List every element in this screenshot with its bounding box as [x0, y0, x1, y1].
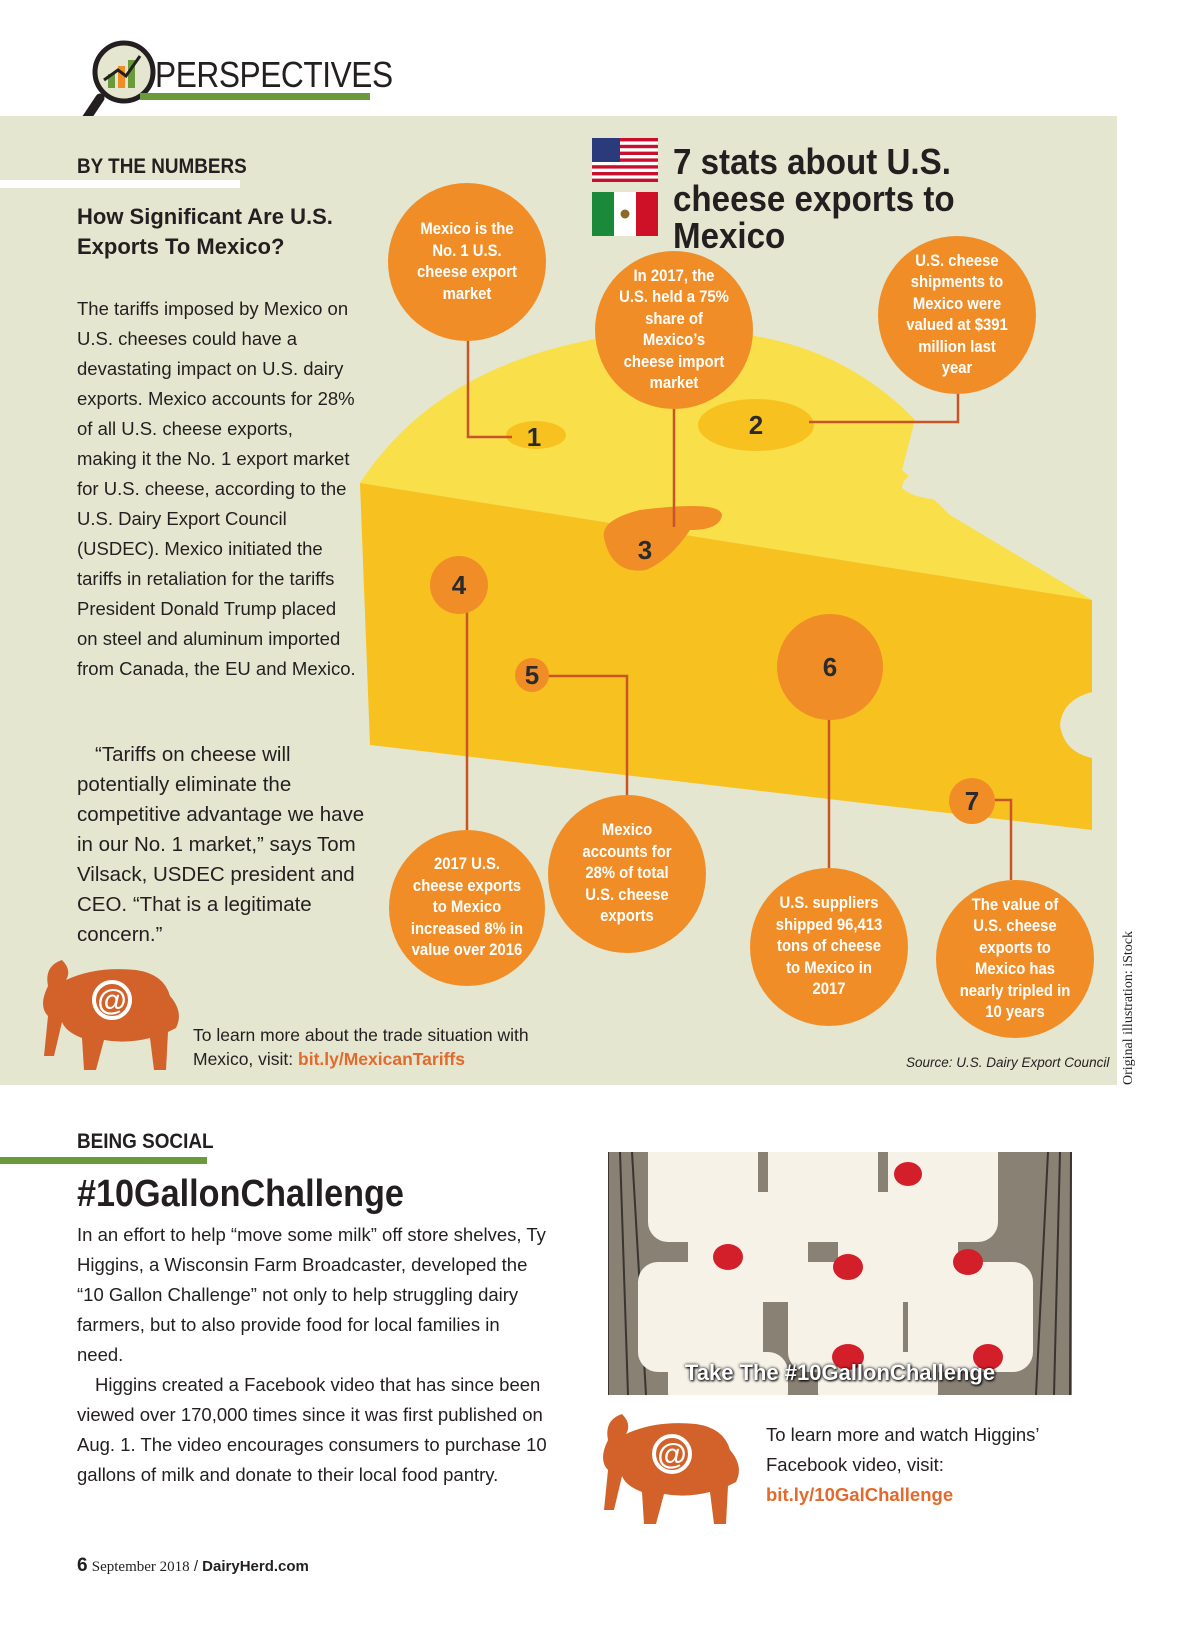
learn-more-tariffs — [193, 1023, 553, 1071]
section-title: PERSPECTIVES — [155, 54, 393, 95]
learn-more-text: To learn more and watch Higgins’ Facebook video, visit: — [766, 1424, 1039, 1475]
stat-bubble-5: Mexico accounts for 28% of total U.S. cheese exports — [548, 795, 706, 953]
stat-number-7: 7 — [949, 778, 995, 824]
learn-more-video — [766, 1420, 1056, 1510]
page-number: 6 — [77, 1555, 88, 1576]
section-label: BEING SOCIAL — [77, 1130, 214, 1153]
svg-text:@: @ — [657, 1438, 687, 1471]
stat-number-5: 5 — [515, 658, 549, 692]
page-footer — [77, 1555, 309, 1577]
article-headline: How Significant Are U.S. Exports To Mexico? — [77, 204, 333, 259]
stat-number-4: 4 — [430, 556, 488, 614]
stat-bubble-7: The value of U.S. cheese exports to Mexico has nearly tripled in 10 years — [936, 880, 1094, 1038]
stat-bubble-6: U.S. suppliers shipped 96,413 tons of cheese to Mexico in 2017 — [750, 868, 908, 1026]
challenge-link[interactable]: bit.ly/10GalChallenge — [766, 1484, 954, 1505]
article-quote: “Tariffs on cheese will potentially eliminate the competitive advantage we have in our No. 1 market,” says Tom Vilsack, USDEC president and CEO. “That is a legitimate concern.” — [77, 743, 365, 946]
stat-bubble-3: In 2017, the U.S. held a 75% share of Mexico’s cheese import market — [595, 251, 753, 409]
stat-bubble-4: 2017 U.S. cheese exports to Mexico increased 8% in value over 2016 — [389, 830, 545, 986]
section-rule — [0, 1157, 207, 1164]
issue-date: September 2018 — [91, 1559, 190, 1575]
learn-more-text: To learn more about the trade situation with Mexico, visit: — [193, 1025, 529, 1069]
article-paragraph: Higgins created a Facebook video that has since been viewed over 170,000 times since it was first published on Aug. 1. The video encourages consumers to purchase 10 gallons of milk and donate to their local food pantry. — [77, 1374, 547, 1485]
cow-at-icon — [596, 1410, 746, 1528]
stat-number-6: 6 — [777, 614, 883, 720]
stat-bubble-2: U.S. cheese shipments to Mexico were valued at $391 million last year — [878, 236, 1036, 394]
section-label: BY THE NUMBERS — [77, 155, 247, 178]
stat-bubble-1: Mexico is the No. 1 U.S. cheese export market — [388, 183, 546, 341]
article-paragraph: In an effort to help “move some milk” off store shelves, Ty Higgins, a Wisconsin Farm Broadcaster, developed the “10 Gallon Challenge” not only to help struggling dairy farmers, but to also provide food for local families in need. — [77, 1224, 546, 1365]
cow-at-icon — [36, 956, 186, 1074]
article-paragraph: The tariffs imposed by Mexico on U.S. cheeses could have a devastating impact on U.S. dairy exports. Mexico accounts for 28% of all U.S. cheese exports, making it the No. 1 export market for U.S. cheese, according to the U.S. Dairy Export Council (USDEC). Mexico initiated the tariffs in retaliation for the tariffs President Donald Trump placed on steel and aluminum imported from Canada, the EU and Mexico. — [77, 298, 356, 679]
illustration-credit: Original illustration: iStock — [1121, 931, 1136, 1085]
footer-separator: / — [193, 1558, 198, 1575]
infographic-title: 7 stats about U.S. cheese exports to Mexico — [673, 141, 955, 256]
svg-text:@: @ — [97, 984, 127, 1017]
site-name: DairyHerd.com — [202, 1558, 309, 1575]
stat-number-1: 1 — [526, 421, 542, 452]
source-note: Source: U.S. Dairy Export Council — [906, 1055, 1110, 1070]
milk-jugs-photo — [608, 1152, 1072, 1395]
article-headline: #10GallonChallenge — [77, 1173, 404, 1215]
tariffs-link[interactable]: bit.ly/MexicanTariffs — [298, 1049, 465, 1069]
photo-caption: Take The #10GallonChallenge — [684, 1360, 996, 1385]
stat-number-3: 3 — [637, 534, 653, 565]
stat-number-2: 2 — [748, 409, 764, 440]
